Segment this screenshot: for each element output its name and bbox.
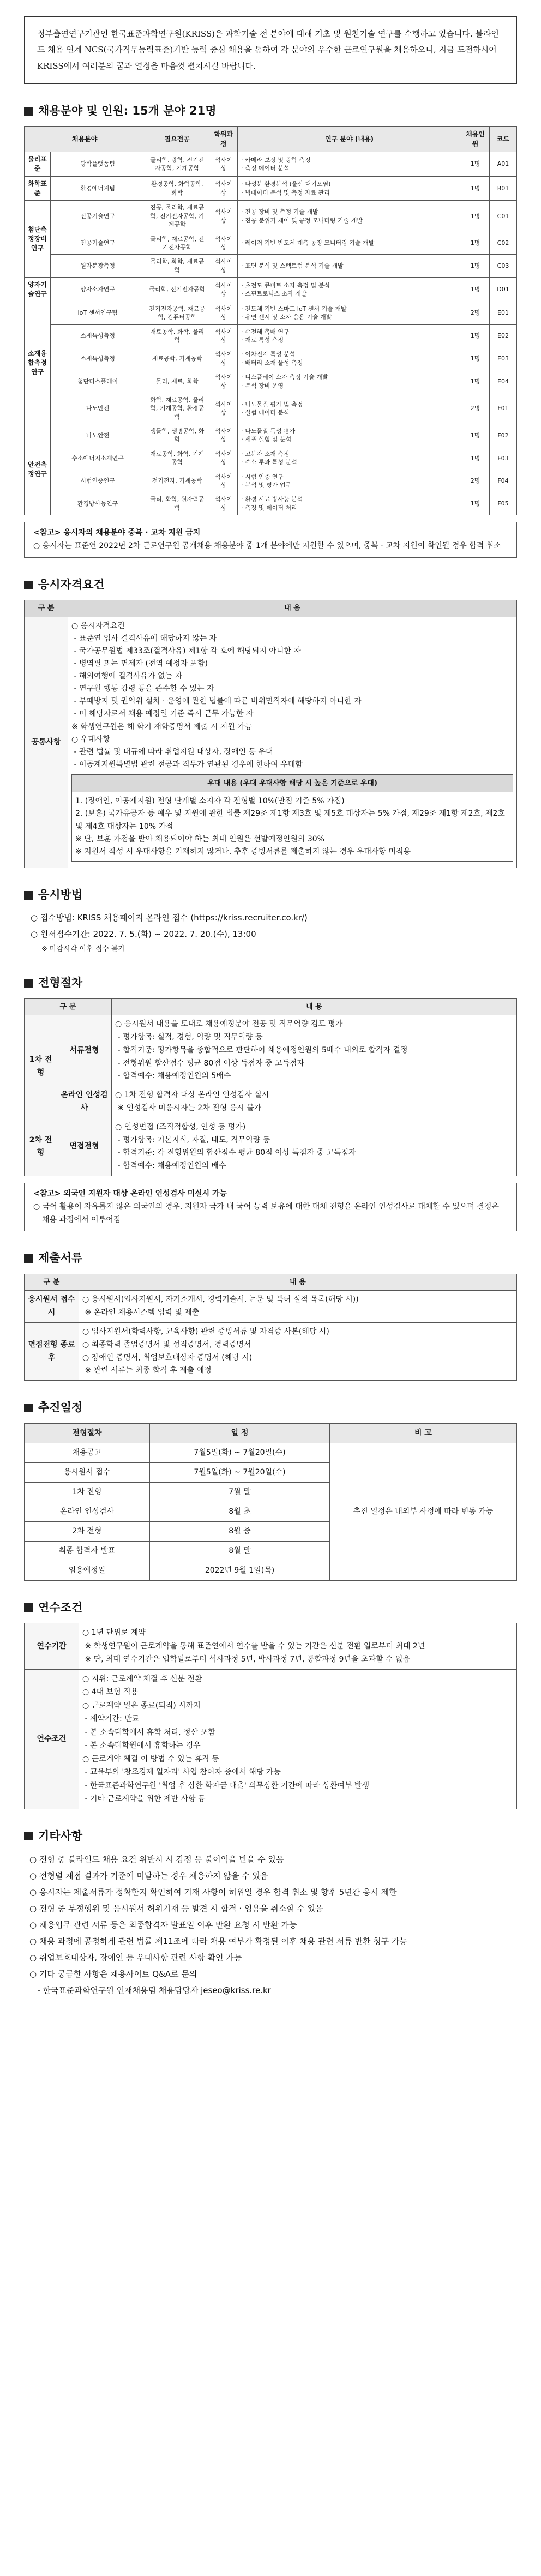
schedule-date: 7월 말 xyxy=(150,1482,330,1502)
eligibility-content xyxy=(68,617,517,868)
desc-cell: · 표면 분석 및 스펙트럼 분석 기술 개발 xyxy=(238,255,461,278)
misc-line: ○ 채용업무 관련 서류 등은 최종합격자 발표일 이후 반환 요청 시 반환 가능 xyxy=(29,1920,297,1930)
desc-cell: · 진공 장비 및 측정 기술 개발 · 진공 분위기 제어 및 공정 모니터링 기술 개발 xyxy=(238,201,461,232)
table-row xyxy=(25,152,517,177)
eligibility-line: - 연구원 행동 강령 등을 준수할 수 있는 자 xyxy=(71,684,214,694)
schedule-step: 응시원서 접수 xyxy=(25,1462,150,1482)
process-line: - 합격예수: 채용예정인원의 5배수 xyxy=(115,1072,231,1081)
degree-cell: 석사이상 xyxy=(209,424,238,447)
table-row xyxy=(25,302,517,324)
preference-line: ※ 단, 보훈 가점을 받아 채용되어야 하는 최대 인원은 선발예정인원의 30% xyxy=(75,834,324,844)
desc-cell: · 카메라 보정 및 광학 측정 · 측정 데이터 분석 xyxy=(238,152,461,177)
desc-cell: · 고분자 소재 측정 · 수소 투과 특성 분석 xyxy=(238,447,461,470)
eligibility-table: 구 분 내 용 공통사항 ○ 응시자격요건 - 표준연 입사 결격사유에 해당하지 않는 자 - 국가공무원법 제33조(결격사유) 제1항 각 호에 해당되지 아니한 자 - 병역필 또는 면제자 (전역 예정자 포함) - 해외여행에 결격사유가 없는 자 - 연구원 행동 강령 등을 준수할 수 있는 자 - 부패방지 및 권익위 설치 · 운영에 관한 법률에 따른 비위면직자에 해당하지 아니한 자 - 미 해당자로서 채용 예정일 기준 즉시 근무 가능한 자 ※ 학생연구원은 해 학기 재학증명서 제출 시 지원 가능 ○ 우대사항 - 관련 법률 및 내규에 따라 취업지원 대상자, 장애인 등 우대 - 이공계지원특별법 관련 전공과 직무가 연관된 경우에 한하여 우대함 우대 내용 (우대 우대사항 해당 시 높은 기준으로 우대) 1. (장애인, 이공계지원) 전형 단계별 소지자 각 전형별 10%(만점 기준 5% 가점) 2. (보훈) 국가유공자 등 예우 및 지원에 관한 법률 제29조 제1항 제3호 및 제5호 대상자는 5% 가점, 제29조 제1항 제2호, 제2호 및 제4호 대상자는 10% 가점 ※ 단, 보훈 가점을 받아 채용되어야 하는 최대 인원은 선발예정인원의 30% ※ 지원서 작성 시 우대사항을 기재하지 않거나, 추후 증빙서류를 제출하지 않는 경우 우대사항 미적용 xyxy=(24,600,517,868)
major-cell: 화학, 재료공학, 물리학, 기계공학, 환경공학 xyxy=(145,393,209,424)
field-cell: 첨단디스플레이 xyxy=(51,370,145,393)
degree-cell: 석사이상 xyxy=(209,255,238,278)
count-cell: 1명 xyxy=(461,176,490,201)
condition-line: ○ 1년 단위로 계약 xyxy=(82,1628,146,1638)
process-line: ※ 인성검사 미응시자는 2차 전형 응시 불가 xyxy=(115,1103,262,1112)
desc-cell: · 디스플레이 소자 측정 기술 개발 · 분석 장비 운영 xyxy=(238,370,461,393)
desc-cell: · 초전도 큐비트 소자 측정 및 분석 · 스핀트로닉스 소자 개발 xyxy=(238,278,461,302)
process-line: - 합격기준: 각 전형위원의 합산점수 평균 80점 이상 득점자 중 고득점자 xyxy=(115,1148,356,1158)
eligibility-line: - 국가공무원법 제33조(결격사유) 제1항 각 호에 해당되지 아니한 자 xyxy=(71,646,301,655)
schedule-date: 8월 초 xyxy=(150,1502,330,1521)
field-cell: 소재특성측정 xyxy=(51,347,145,370)
schedule-date: 7월5일(화) ~ 7월20일(수) xyxy=(150,1443,330,1462)
square-bullet-icon xyxy=(24,107,33,116)
major-cell: 환경공학, 화학공학, 화학 xyxy=(145,176,209,201)
field-cell: 수소에너지소재연구 xyxy=(51,447,145,470)
degree-cell: 석사이상 xyxy=(209,393,238,424)
field-cell: 광학플랫폼팀 xyxy=(51,152,145,177)
preference-line: 2. (보훈) 국가유공자 등 예우 및 지원에 관한 법률 제29조 제1항 제3호 및 제5호 대상자는 5% 가점, 제29조 제1항 제2호, 제2호 및 제4호 대상자는 10% 가점 xyxy=(75,809,508,831)
document-line: ○ 입사지원서(학력사항, 교육사항) 관련 증빙서류 및 자격증 사본(해당 시) xyxy=(82,1327,329,1336)
code-cell: C01 xyxy=(490,201,517,232)
major-cell: 생물학, 생명공학, 화학 xyxy=(145,424,209,447)
misc-line: ○ 취업보호대상자, 장애인 등 우대사항 관련 사항 확인 가능 xyxy=(29,1953,242,1963)
eligibility-line: - 병역필 또는 면제자 (전역 예정자 포함) xyxy=(71,659,208,669)
code-cell: F04 xyxy=(490,470,517,492)
code-cell: E04 xyxy=(490,370,517,393)
field-cell: 환경에너지팀 xyxy=(51,176,145,201)
square-bullet-icon xyxy=(24,979,33,988)
misc-line: ○ 전형 중 부정행위 및 응시원서 허위기재 등 발견 시 합격 · 임용을 취소할 수 있음 xyxy=(29,1904,323,1914)
degree-cell: 석사이상 xyxy=(209,302,238,324)
table-row xyxy=(25,232,517,255)
eligibility-line: - 해외여행에 결격사유가 없는 자 xyxy=(71,672,183,681)
count-cell: 1명 xyxy=(461,152,490,177)
degree-cell: 석사이상 xyxy=(209,447,238,470)
condition-line: - 한국표준과학연구원 '취업 후 상환 학자금 대출' 의무상환 기간에 따라 상환여부 발생 xyxy=(82,1781,369,1790)
field-cell: 진공기술연구 xyxy=(51,201,145,232)
major-cell: 재료공학, 기계공학 xyxy=(145,347,209,370)
document-line: ※ 관련 서류는 최종 합격 후 제출 예정 xyxy=(82,1366,212,1375)
major-cell: 물리학, 화학, 재료공학 xyxy=(145,255,209,278)
schedule-step: 1차 전형 xyxy=(25,1482,150,1502)
field-cell: 원자분광측정 xyxy=(51,255,145,278)
misc-line: ○ 채용 과정에 공정하게 관련 법률 제11조에 따라 채용 여부가 확정된 이후 채용 관련 서류 반환 청구 가능 xyxy=(29,1936,407,1947)
preference-line: 1. (장애인, 이공계지원) 전형 단계별 소지자 각 전형별 10%(만점 기준 5% 가점) xyxy=(75,797,345,806)
dept-cell: 소재융합측정연구 xyxy=(25,302,51,424)
conditions-table: 연수기간 ○ 1년 단위로 계약 ※ 학생연구원이 근로계약을 통해 표준연에서 연수를 받을 수 있는 기간은 신분 전환 일로부터 최대 2년 ※ 단, 최대 연수기간은 입학일로부터 석사과정 5년, 박사과정 7년, 통합과정 9년을 초과할 수 없음 연수조건 ○ 지위: 근로계약 체결 후 신분 전환 ○ 4대 보험 적용 ○ 근로계약 일은 종료(퇴직) 시까지 - 계약기간: 만료 - 본 소속대학에서 휴학 처리, 정산 포함 - 본 소속대학원에서 휴학하는 경우 ○ 근로계약 체결 이 방법 수 있는 휴직 등 - 교육부의 '창조경제 일자리' 사업 참여자 중에서 해당 가능 - 한국표준과학연구원 '취업 후 상환 학자금 대출' 의무상환 기간에 따라 상환여부 발생 - 기타 근로계약을 위한 제반 사항 등 xyxy=(24,1623,517,1809)
condition-line: ○ 4대 보험 적용 xyxy=(82,1688,139,1697)
count-cell: 1명 xyxy=(461,347,490,370)
desc-cell: · 이차전지 특성 분석 · 배터리 소재 물성 측정 xyxy=(238,347,461,370)
condition-line: - 기타 근로계약을 위한 제반 사항 등 xyxy=(82,1795,206,1804)
count-cell: 1명 xyxy=(461,370,490,393)
count-cell: 1명 xyxy=(461,492,490,515)
count-cell: 1명 xyxy=(461,324,490,347)
section-title-misc: 기타사항 xyxy=(24,1828,517,1845)
document-line: ○ 최종학력 졸업증명서 및 성적증명서, 경력증명서 xyxy=(82,1340,251,1349)
field-cell: 소재특성측정 xyxy=(51,324,145,347)
major-cell: 전기전자공학, 재료공학, 컴퓨터공학 xyxy=(145,302,209,324)
desc-cell: · 수전해 촉매 연구 · 재료 특성 측정 xyxy=(238,324,461,347)
degree-cell: 석사이상 xyxy=(209,470,238,492)
degree-cell: 석사이상 xyxy=(209,201,238,232)
schedule-date: 8월 중 xyxy=(150,1521,330,1541)
condition-line: - 교육부의 '창조경제 일자리' 사업 참여자 중에서 해당 가능 xyxy=(82,1768,281,1777)
table-row xyxy=(25,393,517,424)
section-title-positions: 채용분야 및 인원: 15개 분야 21명 xyxy=(24,103,517,120)
code-cell: D01 xyxy=(490,278,517,302)
table-row xyxy=(25,492,517,515)
degree-cell: 석사이상 xyxy=(209,152,238,177)
square-bullet-icon xyxy=(24,1603,33,1612)
process-line: - 평가항목: 실적, 경험, 역량 및 직무역량 등 xyxy=(115,1032,263,1042)
process-line: ○ 응시원서 내용을 토대로 채용예정분야 전공 및 직무역량 검토 평가 xyxy=(115,1020,343,1029)
code-cell: E01 xyxy=(490,302,517,324)
count-cell: 1명 xyxy=(461,255,490,278)
eligibility-line: ○ 우대사항 xyxy=(71,735,110,744)
misc-line: ○ 응시자는 제출서류가 정확한지 확인하여 기재 사항이 허위일 경우 합격 취소 및 향후 5년간 응시 제한 xyxy=(29,1887,397,1898)
field-cell: 나노안전 xyxy=(51,393,145,424)
section-title-conditions: 연수조건 xyxy=(24,1599,517,1617)
eligibility-line: ○ 응시자격요건 xyxy=(71,621,125,630)
schedule-step: 채용공고 xyxy=(25,1443,150,1462)
dept-cell: 물리표준 xyxy=(25,152,51,177)
square-bullet-icon xyxy=(24,891,33,900)
field-cell: 시험인증연구 xyxy=(51,470,145,492)
count-cell: 2명 xyxy=(461,470,490,492)
square-bullet-icon xyxy=(24,1832,33,1840)
desc-cell: · 전도체 기반 스마트 IoT 센서 기술 개발 · 유연 센서 및 소자 응용 기술 개발 xyxy=(238,302,461,324)
major-cell: 물리, 화학, 원자력공학 xyxy=(145,492,209,515)
table-row xyxy=(25,176,517,201)
dept-cell: 화학표준 xyxy=(25,176,51,201)
schedule-step: 최종 합격자 발표 xyxy=(25,1541,150,1561)
square-bullet-icon xyxy=(24,1404,33,1412)
count-cell: 1명 xyxy=(461,201,490,232)
major-cell: 진공, 물리학, 재료공학, 전기전자공학, 기계공학 xyxy=(145,201,209,232)
process-table: 구 분 내 용 1차 전형 서류전형 ○ 응시원서 내용을 토대로 채용예정분야 전공 및 직무역량 검토 평가 - 평가항목: 실적, 경험, 역량 및 직무역량 등 - 합격기준: 평가항목을 종합적으로 판단하여 채용예정인원의 5배수 내외로 합격자 결정 - 전형위원 합산점수 평균 80점 이상 득점자 중 고득점자 - 합격예수: 채용예정인원의 5배수 온라인 인성검사 ○ 1차 전형 합격자 대상 온라인 인성검사 실시 ※ 인성검사 미응시자는 2차 전형 응시 불가 2차 전형 면접전형 ○ 인성면접 (조직적합성, 인성 등 평가) - 평가항목: 기본지식, 자질, 태도, 직무역량 등 - 합격기준: 각 전형위원의 합산점수 평균 80점 이상 득점자 중 고득점자 - 합격예수: 채용예정인원의 배수 xyxy=(24,998,517,1176)
major-cell: 물리학, 광학, 전기전자공학, 기계공학 xyxy=(145,152,209,177)
table-row xyxy=(25,470,517,492)
eligibility-line: ※ 학생연구원은 해 학기 재학증명서 제출 시 지원 가능 xyxy=(71,722,253,731)
schedule-table: 전형절차 일 정 비 고 채용공고 7월5일(화) ~ 7월20일(수) 추진 일정은 내외부 사정에 따라 변동 가능 응시원서 접수 7월5일(화) ~ 7월20일(수) 1차 전형 7월 말 온라인 인성검사 8월 초 2차 전형 8월 중 최종 합격자 발표 8월 말 임용예정일 2022년 9월 1일(목) xyxy=(24,1423,517,1581)
section-title-eligibility: 응시자격요건 xyxy=(24,576,517,594)
degree-cell: 석사이상 xyxy=(209,492,238,515)
condition-line: - 본 소속대학에서 휴학 처리, 정산 포함 xyxy=(82,1728,215,1737)
code-cell: F03 xyxy=(490,447,517,470)
eligibility-line: - 부패방지 및 권익위 설치 · 운영에 관한 법률에 따른 비위면직자에 해당하지 아니한 자 xyxy=(71,697,362,706)
condition-line: - 본 소속대학원에서 휴학하는 경우 xyxy=(82,1741,201,1750)
dept-cell: 양자기술연구 xyxy=(25,278,51,302)
table-row xyxy=(25,424,517,447)
eligibility-line: - 이공계지원특별법 관련 전공과 직무가 연관된 경우에 한하여 우대함 xyxy=(71,760,303,769)
preference-line: ※ 지원서 작성 시 우대사항을 기재하지 않거나, 추후 증빙서류를 제출하지 않는 경우 우대사항 미적용 xyxy=(75,847,411,856)
count-cell: 2명 xyxy=(461,393,490,424)
table-row xyxy=(25,447,517,470)
desc-cell: · 나노물질 독성 평가 · 세포 실험 및 분석 xyxy=(238,424,461,447)
field-cell: 진공기술연구 xyxy=(51,232,145,255)
major-cell: 전기전자, 기계공학 xyxy=(145,470,209,492)
degree-cell: 석사이상 xyxy=(209,278,238,302)
dept-cell: 첨단측정장비연구 xyxy=(25,201,51,278)
code-cell: E02 xyxy=(490,324,517,347)
document-line: ○ 장애인 증명서, 취업보호대상자 증명서 (해당 시) xyxy=(82,1353,253,1362)
desc-cell: · 레이저 기반 반도체 계측 공정 모니터링 기술 개발 xyxy=(238,232,461,255)
schedule-date: 8월 말 xyxy=(150,1541,330,1561)
condition-line: ※ 학생연구원이 근로계약을 통해 표준연에서 연수를 받을 수 있는 기간은 신분 전환 일로부터 최대 2년 xyxy=(82,1641,425,1651)
misc-line: ○ 기타 궁금한 사항은 채용사이트 Q&A로 문의 xyxy=(29,1969,197,1979)
degree-cell: 석사이상 xyxy=(209,324,238,347)
document-line: ○ 응시원서(입사지원서, 자기소개서, 경력기술서, 논문 및 특허 실적 목록(해당 시)) xyxy=(82,1295,359,1304)
application-line-2: ○ 원서접수기간: 2022. 7. 5.(화) ~ 2022. 7. 20.(수), 13:00 xyxy=(31,929,256,939)
misc-list xyxy=(24,1851,517,1999)
square-bullet-icon xyxy=(24,581,33,589)
code-cell: F02 xyxy=(490,424,517,447)
intro-box: 정부출연연구기관인 한국표준과학연구원(KRISS)은 과학기술 전 분야에 대해 기초 및 원천기술 연구를 수행하고 있습니다. 블라인드 채용 연계 NCS(국가직무능력표준)기반 능력 중심 채용을 통하여 각 분야의 우수한 근로연구원을 채용하오니, 지금 도전하시어 KRISS에서 여러분의 꿈과 열정을 마음껏 펼치시길 바랍니다. xyxy=(24,16,517,84)
major-cell: 물리, 재료, 화학 xyxy=(145,370,209,393)
preference-table: 우대 내용 (우대 우대사항 해당 시 높은 기준으로 우대) 1. (장애인, 이공계지원) 전형 단계별 소지자 각 전형별 10%(만점 기준 5% 가점) 2. (보훈) 국가유공자 등 예우 및 지원에 관한 법률 제29조 제1항 제3호 및 제5호 대상자는 5% 가점, 제29조 제1항 제2호, 제2호 및 제4호 대상자는 10% 가점 ※ 단, 보훈 가점을 받아 채용되어야 하는 최대 인원은 선발예정인원의 30% ※ 지원서 작성 시 우대사항을 기재하지 않거나, 추후 증빙서류를 제출하지 않는 경우 우대사항 미적용 xyxy=(71,774,513,862)
misc-line: - 한국표준과학연구원 인재채용팀 채용담당자 jeseo@kriss.re.kr xyxy=(29,1985,271,1996)
section-title-documents: 제출서류 xyxy=(24,1250,517,1267)
process-line: - 전형위원 합산점수 평균 80점 이상 득점자 중 고득점자 xyxy=(115,1058,304,1068)
desc-cell: · 시험 인증 연구 · 분석 및 평가 업무 xyxy=(238,470,461,492)
schedule-step: 임용예정일 xyxy=(25,1561,150,1580)
field-cell: 환경방사능연구 xyxy=(51,492,145,515)
major-cell: 재료공학, 화학, 물리학 xyxy=(145,324,209,347)
process-line: ○ 1차 전형 합격자 대상 온라인 인성검사 실시 xyxy=(115,1091,269,1100)
code-cell: F01 xyxy=(490,393,517,424)
degree-cell: 석사이상 xyxy=(209,347,238,370)
degree-cell: 석사이상 xyxy=(209,176,238,201)
major-cell: 물리학, 전기전자공학 xyxy=(145,278,209,302)
misc-line: ○ 전형별 채점 결과가 기준에 미달하는 경우 채용하지 않을 수 있음 xyxy=(29,1871,268,1881)
schedule-step: 온라인 인성검사 xyxy=(25,1502,150,1521)
foreigner-note: <참고> 외국인 지원자 대상 온라인 인성검사 미실시 가능 ○ 국어 활용이 자유롭지 않은 외국인의 경우, 지원자 국가 내 국어 능력 보유에 대한 대체 전형을 온라인 인성검사로 대체할 수 있으며 결정은 채용 과정에서 이루어짐 xyxy=(24,1183,517,1231)
misc-line: ○ 전형 중 블라인드 채용 요건 위반시 시 감점 등 불이익을 받을 수 있음 xyxy=(29,1855,284,1865)
condition-line: ○ 근로계약 체결 이 방법 수 있는 휴직 등 xyxy=(82,1754,219,1764)
schedule-step: 2차 전형 xyxy=(25,1521,150,1541)
table-row xyxy=(25,1443,517,1462)
application-method xyxy=(24,910,517,956)
desc-cell: · 다성분 환경분석 (울산 대기오염) · 빅데이터 분석 및 측정 자료 관리 xyxy=(238,176,461,201)
degree-cell: 석사이상 xyxy=(209,232,238,255)
condition-line: - 계약기간: 만료 xyxy=(82,1714,140,1724)
code-cell: F05 xyxy=(490,492,517,515)
code-cell: E03 xyxy=(490,347,517,370)
count-cell: 2명 xyxy=(461,302,490,324)
table-row xyxy=(25,324,517,347)
count-cell: 1명 xyxy=(461,232,490,255)
section-title-schedule: 추진일정 xyxy=(24,1399,517,1417)
positions-table: 채용분야 필요전공 학위과정 연구 분야 (내용) 채용인원 코드 물리표준 광학플랫폼팀 물리학, 광학, 전기전자공학, 기계공학 석사이상 · 카메라 보정 및 광학 측정 · 측정 데이터 분석 1명 A01 화학표준 환경에너지팀 환경공학, 화학공학, 화학 석사이상 · 다성분 환경분석 (울산 대기오염) · 빅데이터 분석 및 측정 자료 관리 1명 B01 첨단측정장비연구 진공기술연구 진공, 물리학, 재료공학, 전기전자공학, 기계공학 석사이상 · 진공 장비 및 측정 기술 개발 · 진공 분위기 제어 및 공정 모니터링 기술 개발 1명 C01 진공기술연구 물리학, 재료공학, 전기전자공학 석사이상 · 레이저 기반 반도체 계측 공정 모니터링 기술 개발 1명 C02 원자분광측정 물리학, 화학, 재료공학 석사이상 · 표면 분석 및 스펙트럼 분석 기술 개발 1명 C03 양자기술연구 양자소자연구 물리학, 전기전자공학 석사이상 · 초전도 큐비트 소자 측정 및 분석 · 스핀트로닉스 소자 개발 1명 D01 소재융합측정연구 IoT 센서연구팀 전기전자공학, 재료공학, 컴퓨터공학 석사이상 · 전도체 기반 스마트 IoT 센서 기술 개발 · 유연 센서 및 소자 응용 기술 개발 2명 E01 소재특성측정 재료공학, 화학, 물리학 석사이상 · 수전해 촉매 연구 · 재료 특성 측정 1명 E02 소재특성측정 재료공학, 기계공학 석사이상 · 이차전지 특성 분석 · 배터리 소재 물성 측정 1명 E03 첨단디스플레이 물리, 재료, 화학 석사이상 · 디스플레이 소자 측정 기술 개발 · 분석 장비 운영 1명 E04 나노안전 화학, 재료공학, 물리학, 기계공학, 환경공학 석사이상 · 나노물질 평가 및 측정 · 실험 데이터 분석 2명 F01 안전측정연구 나노안전 생물학, 생명공학, 화학 석사이상 · 나노물질 독성 평가 · 세포 실험 및 분석 1명 F02 수소에너지소재연구 재료공학, 화학, 기계공학 석사이상 · 고분자 소재 측정 · 수소 투과 특성 분석 1명 F03 시험인증연구 전기전자, 기계공학 석사이상 · 시험 인증 연구 · 분석 및 평가 업무 2명 F04 환경방사능연구 물리, 화학, 원자력공학 석사이상 · 환경 시료 방사능 분석 · 측정 및 데이터 처리 1명 F05 xyxy=(24,126,517,515)
section-title-application: 응시방법 xyxy=(24,887,517,904)
eligibility-line: - 미 해당자로서 채용 예정일 기준 즉시 근무 가능한 자 xyxy=(71,709,254,719)
application-line-1[interactable]: ○ 접수방법: KRISS 채용페이지 온라인 접수 (https://kriss.recruiter.co.kr/) xyxy=(31,913,308,923)
document-line: ※ 온라인 채용시스템 입력 및 제출 xyxy=(82,1308,200,1317)
process-line: - 합격기준: 평가항목을 종합적으로 판단하여 채용예정인원의 5배수 내외로 합격자 결정 xyxy=(115,1045,408,1055)
documents-table: 구 분 내 용 응시원서 접수 시 ○ 응시원서(입사지원서, 자기소개서, 경력기술서, 논문 및 특허 실적 목록(해당 시)) ※ 온라인 채용시스템 입력 및 제출 면접전형 종료 후 ○ 입사지원서(학력사항, 교육사항) 관련 증빙서류 및 자격증 사본(해당 시) ○ 최종학력 졸업증명서 및 성적증명서, 경력증명서 ○ 장애인 증명서, 취업보호대상자 증명서 (해당 시) ※ 관련 서류는 최종 합격 후 제출 예정 xyxy=(24,1274,517,1381)
table-row xyxy=(25,201,517,232)
table-row xyxy=(25,255,517,278)
table-row xyxy=(25,347,517,370)
count-cell: 1명 xyxy=(461,447,490,470)
code-cell: B01 xyxy=(490,176,517,201)
condition-line: ○ 근로계약 일은 종료(퇴직) 시까지 xyxy=(82,1701,201,1710)
condition-line: ○ 지위: 근로계약 체결 후 신분 전환 xyxy=(82,1674,202,1683)
field-cell: IoT 센서연구팀 xyxy=(51,302,145,324)
table-row xyxy=(25,370,517,393)
schedule-remark: 추진 일정은 내외부 사정에 따라 변동 가능 xyxy=(330,1443,517,1580)
major-cell: 재료공학, 화학, 기계공학 xyxy=(145,447,209,470)
eligibility-line: - 표준연 입사 결격사유에 해당하지 않는 자 xyxy=(71,634,217,643)
count-cell: 1명 xyxy=(461,278,490,302)
code-cell: C02 xyxy=(490,232,517,255)
code-cell: A01 xyxy=(490,152,517,177)
section-title-process: 전형절차 xyxy=(24,974,517,992)
square-bullet-icon xyxy=(24,1254,33,1263)
desc-cell: · 환경 시료 방사능 분석 · 측정 및 데이터 처리 xyxy=(238,492,461,515)
field-cell: 양자소자연구 xyxy=(51,278,145,302)
eligibility-line: - 관련 법률 및 내규에 따라 취업지원 대상자, 장애인 등 우대 xyxy=(71,747,273,756)
major-cell: 물리학, 재료공학, 전기전자공학 xyxy=(145,232,209,255)
process-line: - 평가항목: 기본지식, 자질, 태도, 직무역량 등 xyxy=(115,1135,270,1145)
table-row xyxy=(25,278,517,302)
duplicate-application-note: <참고> 응시자의 채용분야 중복 · 교차 지원 금지 ○ 응시자는 표준연 2022년 2차 근로연구원 공개채용 채용분야 중 1개 분야에만 지원할 수 있으며, 중복 · 교차 지원이 확인될 경우 합격 취소 xyxy=(24,522,517,558)
desc-cell: · 나노물질 평가 및 측정 · 실험 데이터 분석 xyxy=(238,393,461,424)
count-cell: 1명 xyxy=(461,424,490,447)
schedule-date: 2022년 9월 1일(목) xyxy=(150,1561,330,1580)
code-cell: C03 xyxy=(490,255,517,278)
condition-line: ※ 단, 최대 연수기간은 입학일로부터 석사과정 5년, 박사과정 7년, 통합과정 9년을 초과할 수 없음 xyxy=(82,1655,410,1664)
degree-cell: 석사이상 xyxy=(209,370,238,393)
schedule-date: 7월5일(화) ~ 7월20일(수) xyxy=(150,1462,330,1482)
process-line: ○ 인성면접 (조직적합성, 인성 등 평가) xyxy=(115,1122,246,1131)
application-line-3: ※ 마감시각 이후 접수 불가 xyxy=(41,944,125,953)
dept-cell: 안전측정연구 xyxy=(25,424,51,515)
process-line: - 합격예수: 채용예정인원의 배수 xyxy=(115,1161,226,1171)
field-cell: 나노안전 xyxy=(51,424,145,447)
